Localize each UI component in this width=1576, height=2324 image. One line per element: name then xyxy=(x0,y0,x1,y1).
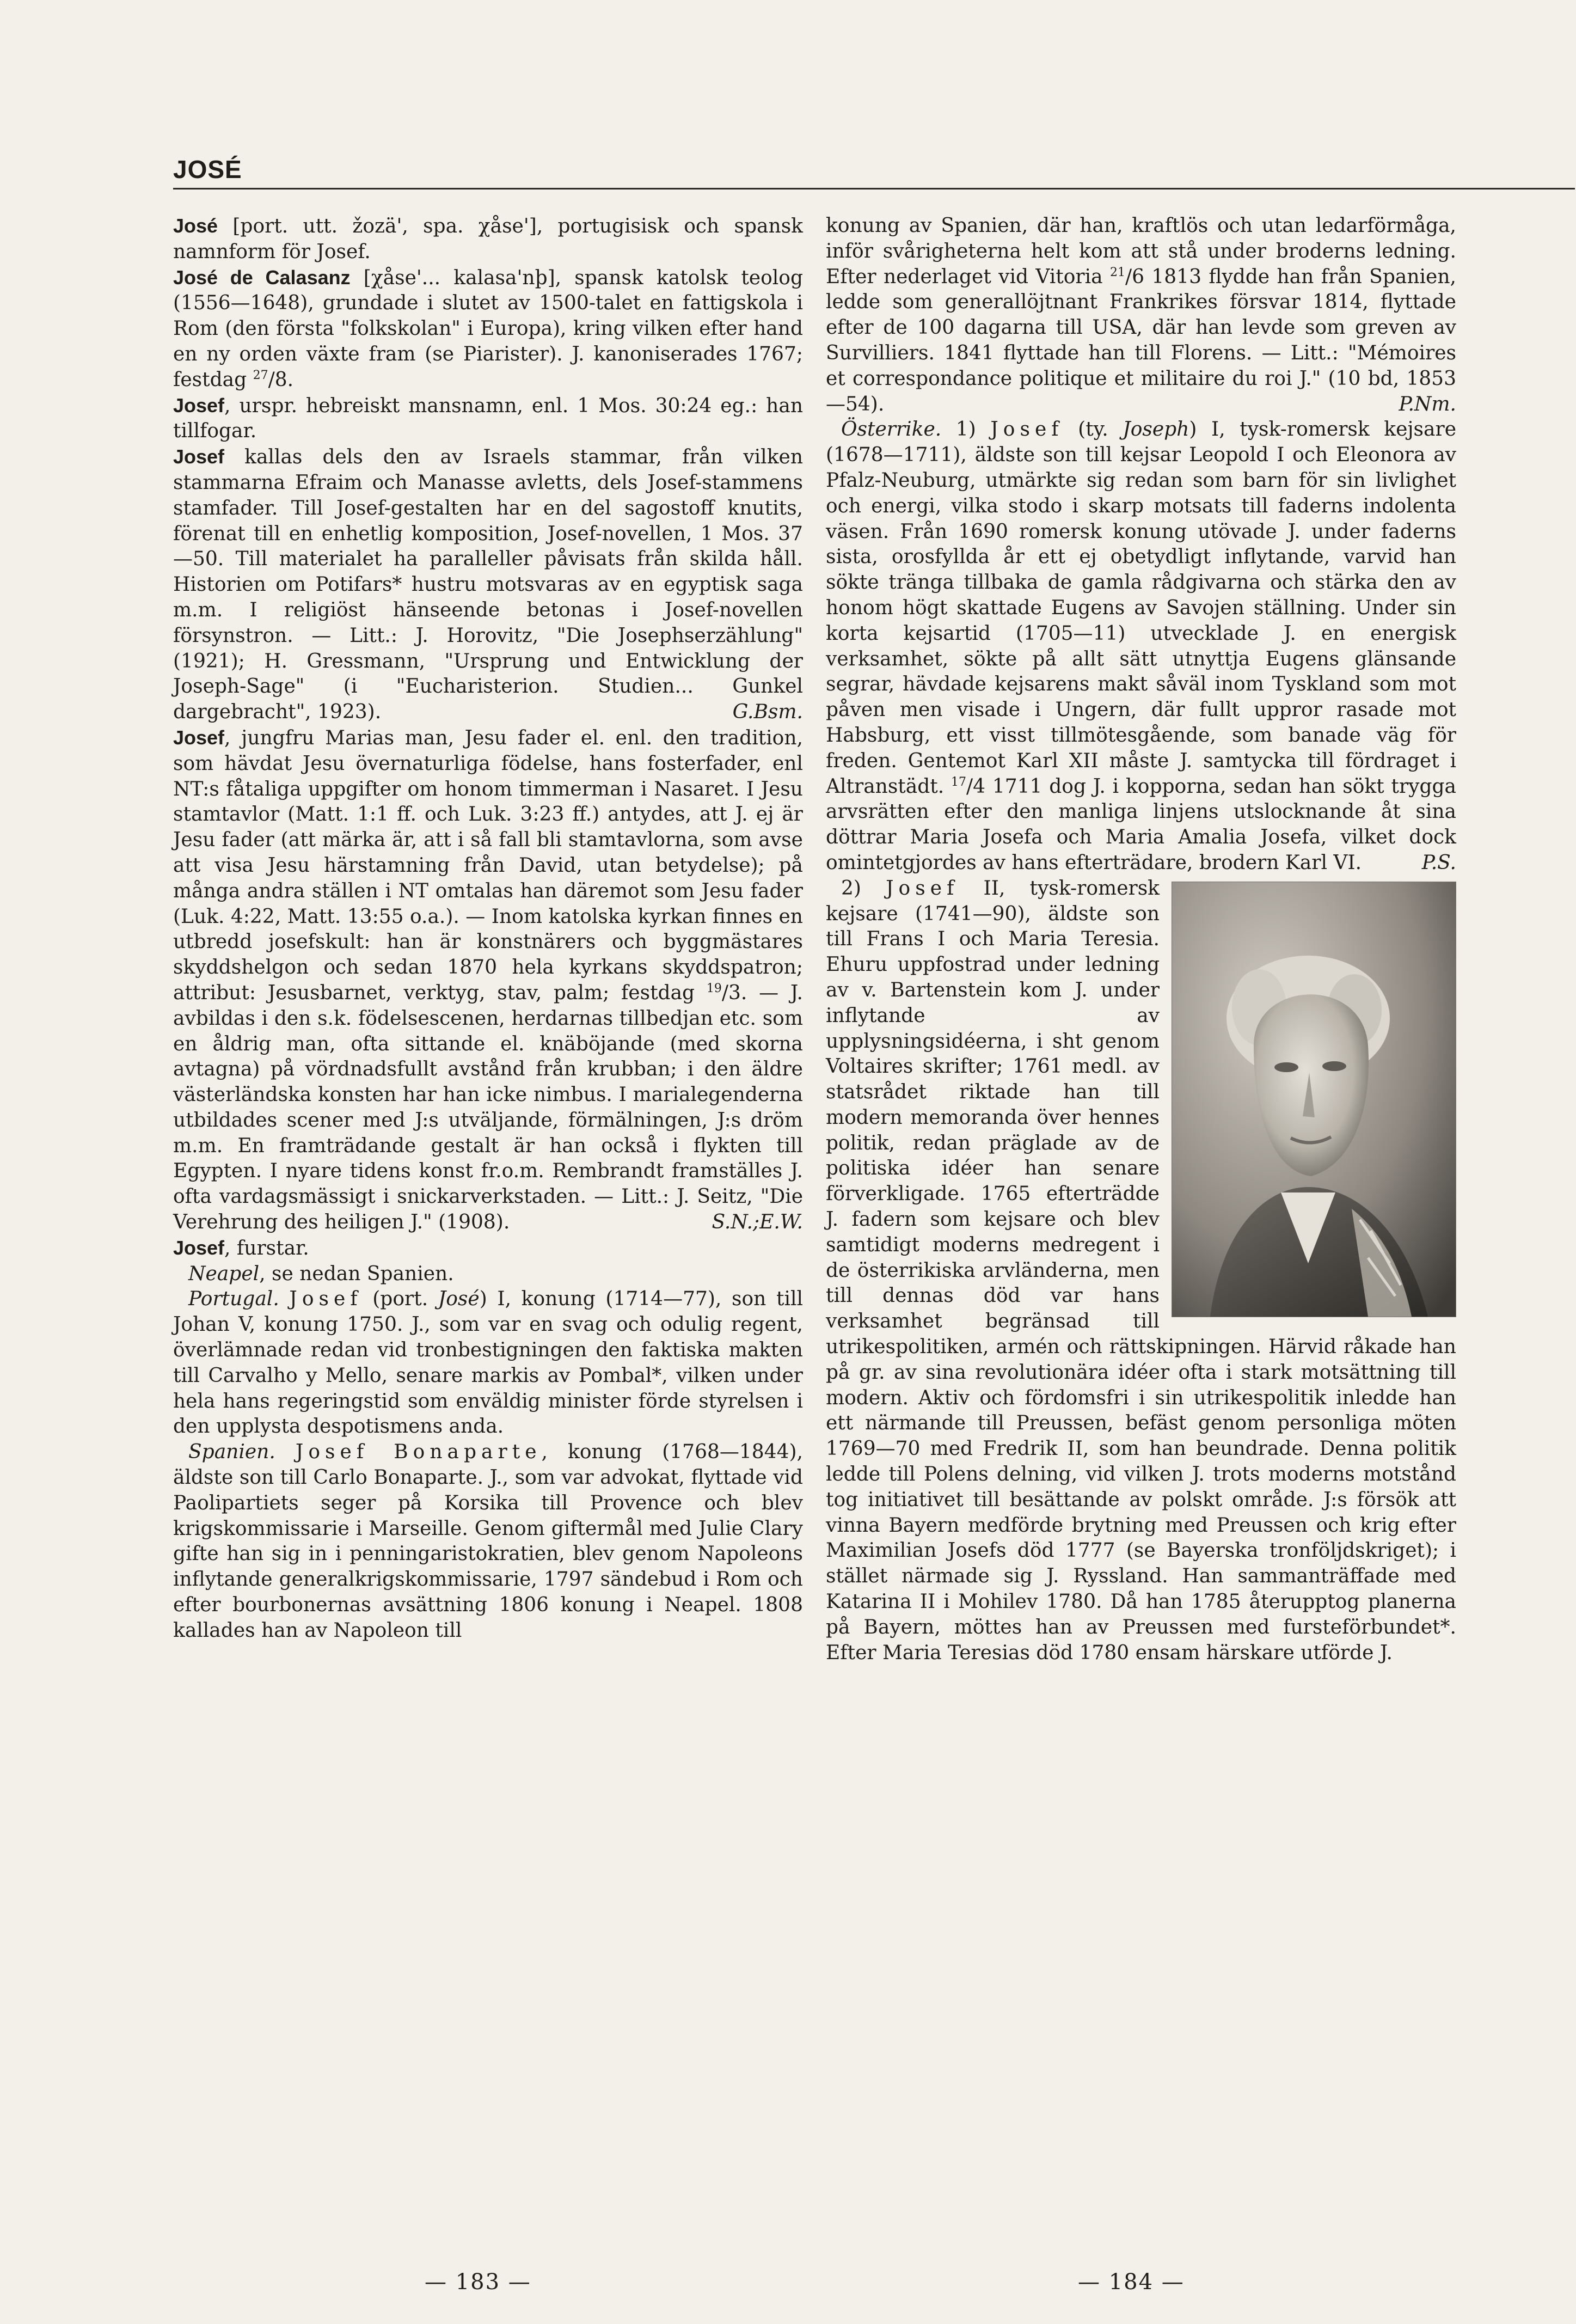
entry-neapel xyxy=(173,1262,803,1287)
spaced-name: Josef xyxy=(990,418,1064,441)
entry-text: ) I, tysk-romersk kejsare (1678—1711), äldste son till kejsar Leopold I och Eleonora av Pfalz-Neuburg, utmärkte sig redan som barn för sin livlighet och energi, vilka stodo i skarp motsats till faderns indolenta väsen. Från 1690 romersk konung utövade J. under faderns sista, orosfyllda år ett ej obetydligt inflytande, varvid han sökte tränga tillbaka de gamla rådgivarna och stärka den av honom högt skattade Eugens av Savojen ställning. Under sin korta kejsartid (1705—11) utvecklade J. en energisk verksamhet, sökte på allt sätt utnyttja Eugens glänsande segrar, hävdade kejsarens makt såväl inom Tyskland som mot påven men visade i Ungern, där fullt uppror rasade mot Habsburg, ett visst tillmötesgående, som banade väg för freden. Gentemot Karl XII måste J. samtycka till fördraget i Altranstädt. xyxy=(826,418,1457,798)
entry-number: 1) xyxy=(941,418,991,441)
entry-text: [χåse'... kalasa'nþ], spansk katolsk teolog (1556—1648), grundade i slutet av 1500-talet en fattigskola i Rom (den första "folkskolan" i Europa), kring vilken efter hand en ny orden växte fram (se Piarister). J. kanoniserades 1767; festdag xyxy=(173,266,803,391)
header-rule xyxy=(173,188,1575,189)
entry-text: , urspr. hebreiskt mansnamn, enl. 1 Mos. 30:24 eg.: han tillfogar. xyxy=(173,394,803,443)
left-column xyxy=(173,213,803,1644)
headword: José de Calasanz xyxy=(173,266,351,289)
entry-text: [port. utt. žozä', spa. χåse'], portugisisk och spansk namnform för Josef. xyxy=(173,215,803,263)
author-signature: G.Bsm. xyxy=(732,701,803,724)
superscript: 17 xyxy=(951,775,966,789)
entry-text: konung av Spanien, där han, kraftlös och utan ledarförmåga, inför svårigheterna helt kom att stå under broderns ledning. Efter nederlaget vid Vitoria xyxy=(826,215,1456,288)
right-column xyxy=(826,213,1456,1666)
page-number-right: — 184 — xyxy=(1078,2270,1185,2295)
superscript: 21 xyxy=(1109,265,1125,279)
entry-josef-husband-of-mary xyxy=(173,725,803,1236)
entry-spanien xyxy=(173,1440,803,1643)
section-label: Spanien. xyxy=(188,1441,275,1464)
spaced-name: Josef xyxy=(289,1288,363,1311)
headword: Josef xyxy=(173,726,225,749)
headword: José xyxy=(173,215,218,237)
entry-text-tail: /8. xyxy=(268,368,294,391)
author-signature: S.N.;E.W. xyxy=(712,1211,803,1234)
superscript: 27 xyxy=(253,368,268,382)
author-signature: P.Nm. xyxy=(1399,393,1456,415)
entry-josef-tribe xyxy=(173,444,803,725)
entry-jose-de-calasanz xyxy=(173,265,803,393)
author-signature: P.S. xyxy=(1421,851,1456,874)
spaced-name: Josef xyxy=(886,877,959,900)
page-number-left: — 183 — xyxy=(425,2270,531,2295)
running-title: JOSÉ xyxy=(173,155,242,184)
headword: Josef xyxy=(173,394,225,417)
spaced-name: Josef Bonaparte xyxy=(295,1441,542,1464)
entry-jose xyxy=(173,213,803,265)
portrait-josef-ii-image xyxy=(1172,882,1456,1317)
entry-text-continued: /3. — J. avbildas i den s.k. födelsescenen, herdarnas tillbedjan etc. som en åldrig man, ofta sittande el. knäböjande (med skorna avtagna) på vördnadsfullt avstånd från krubban; i den äldre västerländska konsten har han icke nimbus. I marialegenderna utbildades scener med J:s utväljande, förmälningen, J:s dröm m.m. En framträdande gestalt är han också i flykten till Egypten. I nyare tidens konst fr.o.m. Rembrandt framställes J. ofta vardagsmässigt i snickarverkstaden. — Litt.: J. Seitz, "Die Verehrung des heiligen J." (1908). xyxy=(173,981,803,1234)
entry-text: , furstar. xyxy=(224,1237,309,1259)
entry-text: , konung (1768—1844), äldste son till Carlo Bonaparte. J., som var advokat, flyttade vid Paolipartiets seger på Korsika till Provence och blev krigskommissarie i Marseille. Genom giftermål med Julie Clary gifte han sig in i penningaristokratien, blev genom Napoleons inflytande generalkrigskommissarie, 1797 sändebud i Rom och efter bourbonernas avsättning 1806 konung i Neapel. 1808 kallades han av Napoleon till xyxy=(173,1441,803,1642)
entry-osterrike-josef-1 xyxy=(826,417,1456,876)
entry-text: kallas dels den av Israels stammar, från vilken stammarna Efraim och Manasse avletts, dels Josef-stammens stamfader. Till Josef-gestalten har en del sagostoff knutits, förenat till en enhetlig komposition, Josef-novellen, 1 Mos. 37—50. Till materialet ha paralleller påvisats från skilda håll. Historien om Potifars* hustru motsvaras av en egyptisk saga m.m. I religiöst hänseende betonas i Josef-novellen försynstron. — Litt.: J. Horovitz, "Die Josephserzählung" (1921); H. Gressmann, "Ursprung und Entwicklung der Joseph-Sage" (i "Eucharisterion. Studien... Gunkel dargebracht", 1923). xyxy=(173,446,803,724)
entry-text: ) I, konung (1714—77), son till Johan V, konung 1750. J., som var en svag och odulig regent, överlämnade redan vid tronbestigningen den faktiska makten till Carvalho y Mello, senare markis av Pombal*, vilken under hela hans regeringstid som enväldig minister förde styrelsen i den upplysta despotismens anda. xyxy=(173,1288,803,1438)
headword: Josef xyxy=(173,1236,225,1259)
section-label: Portugal. xyxy=(188,1288,279,1311)
entry-text-tail: /6 1813 flydde han från Spanien, ledde som generallöjtnant Frankrikes försvar 1814, flyttade efter de 100 dagarna till USA, där han levde som greven av Survilliers. 1841 flyttade han till Florens. — Litt.: "Mémoires et correspondance politique et militaire du roi J." (10 bd, 1853—54). xyxy=(826,265,1456,415)
headword: Josef xyxy=(173,445,225,468)
entry-text-tail: /4 1711 dog J. i kopporna, sedan han sökt trygga arvsrätten efter den manliga linjens utslocknande åt sina döttrar Maria Josefa och Maria Amalia Josefa, vilket dock omintetgjordes av hans efterträdare, brodern Karl VI. xyxy=(826,775,1457,874)
entry-josef-name xyxy=(173,393,803,445)
section-label: Neapel xyxy=(188,1262,260,1285)
entry-osterrike-josef-2 xyxy=(826,876,1456,1666)
entry-text: , se nedan Spanien. xyxy=(259,1262,454,1285)
alt-name: Joseph xyxy=(1123,418,1189,441)
entry-portugal xyxy=(173,1287,803,1440)
alt-name: José xyxy=(438,1288,480,1311)
section-label: Österrike. xyxy=(841,418,942,441)
entry-spanien-continued xyxy=(826,213,1456,417)
entry-number: 2) xyxy=(841,877,886,900)
entry-text: , jungfru Marias man, Jesu fader el. enl. den tradition, som hävdat Jesu övernaturliga födelse, hans fosterfader, enl NT:s fåtaliga uppgifter om honom timmerman i Nasaret. I Jesu stamtavlor (Matt. 1:1 ff. och Luk. 3:23 ff.) antydes, att J. ej är Jesu fader (att märka är, att i så fall bli stamtavlorna, som avse att visa Jesu härstamning från David, utan betydelse); på många andra ställen i NT omtalas han däremot som Jesu fader (Luk. 4:22, Matt. 13:55 o.a.). — Inom katolska kyrkan finnes en utbredd josefskult: han är konstnärers och byggmästares skyddshelgon och sedan 1870 hela kyrkans skyddspatron; attribut: Jesusbarnet, verktyg, stav, palm; festdag xyxy=(173,726,803,1004)
portrait-image xyxy=(1172,882,1456,1317)
superscript: 19 xyxy=(706,981,722,995)
entry-text: II, tysk-romersk kejsare (1741—90), äldste son till Frans I och Maria Teresia. Ehuru uppfostrad under ledning av v. Bartenstein kom J. under inflytande av upplysningsidéerna, i sht genom Voltaires skrifter; 1761 medl. av statsrådet riktade han till modern memoranda över hennes politik, redan präglade av de politiska idéer han senare förverkligade. 1765 efterträdde J. fadern som kejsare och blev samtidigt moderns medregent i de österrikiska arvländerna, men till dennas död var hans verksamhet begränsad till utrikespolitiken, armén och rättskipningen. Härvid råkade han på gr. av sina revolutionära idéer ofta i stark motsättning till modern. Aktiv och fördomsfri i sin utrikespolitik inledde han ett närmande till Preussen, befäst genom personliga möten 1769—70 med Fredrik II, som han beundrade. Denna politik ledde till Polens delning, vid vilken J. trots moderns motstånd tog initiativet till besättande av polskt område. J:s försök att vinna Bayern medförde brytning med Preussen och krig efter Maximilian Josefs död 1777 (se Bayerska tronföljdskriget); i stället närmade sig J. Ryssland. Han sammanträffade med Katarina II i Mohilev 1780. Då han 1785 återupptog planerna på Bayern, möttes han av Preussen med fursteförbundet*. Efter Maria Teresias död 1780 ensam härskare utförde J. xyxy=(826,877,1456,1664)
entry-paren: (port. xyxy=(362,1288,438,1311)
entry-paren: (ty. xyxy=(1063,418,1123,441)
entry-josef-princes xyxy=(173,1236,803,1262)
